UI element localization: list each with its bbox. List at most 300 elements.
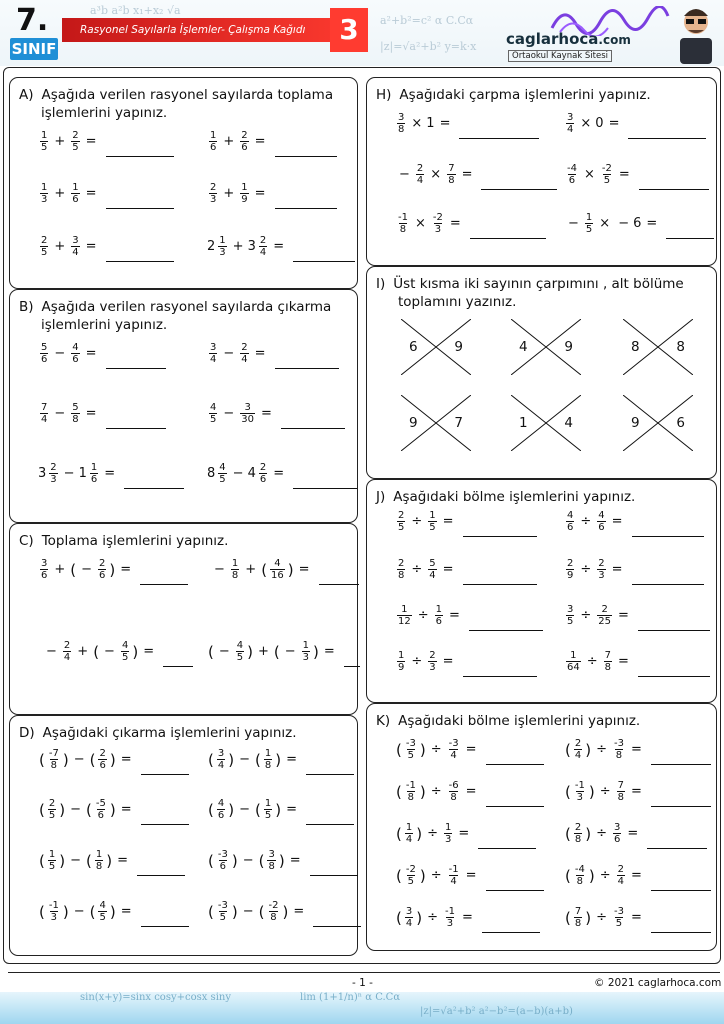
fraction <box>218 462 226 485</box>
fraction <box>597 558 605 581</box>
fraction-denominator: 6 <box>97 810 105 821</box>
operator: × <box>580 116 592 131</box>
fraction-denominator: 3 <box>210 194 217 205</box>
parenthesis: ( <box>396 908 402 927</box>
answer-blank[interactable] <box>275 156 337 157</box>
answer-blank[interactable] <box>486 890 544 891</box>
cross-puzzle <box>401 395 471 451</box>
exercise-item <box>207 235 355 258</box>
parenthesis: ) <box>62 750 69 769</box>
exercise-item <box>395 604 543 627</box>
fraction <box>236 640 244 663</box>
fraction <box>267 849 275 872</box>
answer-blank[interactable] <box>275 208 337 209</box>
fraction-numerator: -4 <box>567 163 577 174</box>
operator: − <box>242 853 254 868</box>
exercise-item <box>564 558 704 581</box>
fraction-denominator: 5 <box>219 912 227 923</box>
operator: − <box>232 466 244 481</box>
answer-blank[interactable] <box>481 189 557 190</box>
operator: = <box>323 644 335 659</box>
operator: = <box>254 346 266 361</box>
answer-blank[interactable] <box>463 676 537 677</box>
answer-blank[interactable] <box>632 584 704 585</box>
answer-blank[interactable] <box>463 536 537 537</box>
answer-blank[interactable] <box>639 189 709 190</box>
fraction-denominator: 3 <box>302 652 310 663</box>
operator: = <box>85 239 97 254</box>
fraction-denominator: 6 <box>99 760 106 771</box>
fraction-denominator: 4 <box>405 834 413 845</box>
answer-blank[interactable] <box>486 806 544 807</box>
answer-blank[interactable] <box>666 238 714 239</box>
fraction-numerator: 2 <box>48 798 56 809</box>
fraction <box>40 558 48 581</box>
parenthesis: ( <box>258 902 265 921</box>
fraction-numerator: 3 <box>567 112 574 123</box>
fraction <box>435 604 443 627</box>
fraction-numerator: 2 <box>241 130 248 141</box>
exercise-item <box>207 342 339 365</box>
operator: = <box>461 167 473 182</box>
answer-blank[interactable] <box>106 156 174 157</box>
fraction-numerator: 5 <box>41 342 48 353</box>
fraction-denominator: 3 <box>41 194 48 205</box>
fraction-denominator: 8 <box>95 861 103 872</box>
answer-blank[interactable] <box>124 488 184 489</box>
fraction-denominator: 3 <box>576 792 584 803</box>
answer-blank[interactable] <box>313 926 361 927</box>
cross-puzzle <box>623 395 693 451</box>
fraction-denominator: 6 <box>614 834 621 845</box>
operator: ÷ <box>430 784 442 799</box>
section-k-title: K) Aşağıdaki bölme işlemlerini yapınız. <box>376 713 641 729</box>
answer-blank[interactable] <box>651 806 711 807</box>
operator: − <box>242 904 254 919</box>
answer-blank[interactable] <box>470 238 546 239</box>
answer-blank[interactable] <box>638 676 710 677</box>
cross-left-number: 6 <box>409 339 418 355</box>
answer-blank[interactable] <box>141 774 189 775</box>
exercise-item <box>395 558 537 581</box>
footer-band <box>0 992 724 1024</box>
fraction-numerator: 3 <box>567 604 574 615</box>
fraction <box>95 849 103 872</box>
fraction <box>566 650 581 673</box>
fraction-denominator: 5 <box>429 522 436 533</box>
fraction-numerator: 2 <box>259 235 267 246</box>
fraction-numerator: 7 <box>448 163 455 174</box>
fraction <box>613 822 621 845</box>
exercise-item <box>564 780 711 803</box>
parenthesis: ( <box>93 642 100 661</box>
answer-blank[interactable] <box>275 368 339 369</box>
operator: = <box>120 904 132 919</box>
cross-puzzle <box>511 319 581 375</box>
operator: − <box>618 216 630 231</box>
answer-blank[interactable] <box>306 774 354 775</box>
parenthesis: ( <box>208 800 214 819</box>
operator: = <box>273 466 285 481</box>
answer-blank[interactable] <box>651 890 711 891</box>
fraction <box>397 112 405 135</box>
fraction-numerator: 4 <box>598 510 605 521</box>
parenthesis: ) <box>419 782 426 801</box>
operator: = <box>646 216 658 231</box>
fraction-numerator: 1 <box>264 748 272 759</box>
operator: − <box>81 562 93 577</box>
operator: ÷ <box>411 562 423 577</box>
parenthesis: ) <box>109 750 116 769</box>
number: 0 <box>595 116 604 131</box>
fraction-numerator: 3 <box>244 402 251 413</box>
operator: = <box>85 134 97 149</box>
fraction <box>617 864 625 887</box>
operator: = <box>611 562 623 577</box>
section-b <box>9 289 358 523</box>
operator: = <box>293 904 305 919</box>
fraction-numerator: -2 <box>405 864 416 875</box>
fraction-denominator: 5 <box>236 652 244 663</box>
cross-left-number: 4 <box>519 339 528 355</box>
fraction-denominator: 5 <box>72 142 79 153</box>
exercise-item <box>207 900 361 923</box>
fraction-denominator: 4 <box>429 570 436 581</box>
parenthesis: ( <box>39 750 45 769</box>
exercise-item <box>564 822 707 845</box>
answer-blank[interactable] <box>106 208 174 209</box>
parenthesis: ( <box>255 750 261 769</box>
answer-blank[interactable] <box>141 926 189 927</box>
parenthesis: ( <box>565 740 571 759</box>
fraction <box>98 900 106 923</box>
fraction-denominator: 4 <box>259 247 267 258</box>
answer-blank[interactable] <box>459 138 539 139</box>
operator: ÷ <box>430 868 442 883</box>
fraction-denominator: 5 <box>615 918 623 929</box>
fraction <box>566 163 578 186</box>
fraction-denominator: 8 <box>399 224 407 235</box>
fraction-denominator: 8 <box>72 414 79 425</box>
parenthesis: ) <box>275 750 282 769</box>
fraction-denominator: 4 <box>241 354 248 365</box>
parenthesis: ( <box>565 908 571 927</box>
fraction-denominator: 6 <box>210 142 217 153</box>
parenthesis: ( <box>396 740 402 759</box>
operator: × <box>599 216 611 231</box>
exercise-item <box>38 462 184 485</box>
fraction-denominator: 8 <box>604 662 612 673</box>
exercise-item <box>564 864 711 887</box>
fraction-numerator: -2 <box>268 900 279 911</box>
fraction-numerator: 4 <box>236 640 244 651</box>
fraction-numerator: 4 <box>274 558 281 569</box>
operator: = <box>298 562 310 577</box>
exercise-item <box>38 342 166 365</box>
parenthesis: ( <box>565 824 571 843</box>
cross-right-number: 9 <box>564 339 573 355</box>
operator: = <box>261 406 272 421</box>
operator: = <box>630 868 642 883</box>
answer-blank[interactable] <box>463 584 537 585</box>
exercise-item <box>38 849 185 872</box>
exercise-item <box>207 462 357 485</box>
fraction-numerator: 2 <box>241 342 248 353</box>
operator: = <box>120 562 132 577</box>
operator: × <box>430 167 442 182</box>
fraction-numerator: 1 <box>585 212 593 223</box>
fraction-numerator: 1 <box>48 849 56 860</box>
fraction <box>397 558 405 581</box>
answer-blank[interactable] <box>137 875 185 876</box>
fraction <box>604 650 612 673</box>
parenthesis: ( <box>39 851 45 870</box>
exercise-item <box>38 748 189 771</box>
answer-blank[interactable] <box>319 584 359 585</box>
operator: + <box>223 186 235 201</box>
operator: − <box>223 406 235 421</box>
section-a-title: A) Aşağıda verilen rasyonel sayılarda toplama işlemlerini yapınız. <box>19 87 334 121</box>
exercise-item <box>38 900 189 923</box>
operator: = <box>442 514 454 529</box>
fraction-denominator: 5 <box>41 247 48 258</box>
parenthesis: ) <box>62 902 69 921</box>
fraction-numerator: 2 <box>567 558 574 569</box>
fraction-denominator: 8 <box>268 861 275 872</box>
fraction-numerator: 1 <box>429 510 436 521</box>
parenthesis: ) <box>275 800 282 819</box>
fraction-numerator: 2 <box>574 822 582 833</box>
operator: = <box>289 853 301 868</box>
operator: = <box>143 644 155 659</box>
answer-blank[interactable] <box>486 764 544 765</box>
parenthesis: ( <box>208 750 214 769</box>
fraction-numerator: -3 <box>405 738 416 749</box>
fraction-numerator: -1 <box>574 780 585 791</box>
exercise-item <box>207 130 337 153</box>
fraction <box>209 130 217 153</box>
answer-blank[interactable] <box>628 138 706 139</box>
operator: + <box>54 186 66 201</box>
answer-blank[interactable] <box>310 875 358 876</box>
fraction-denominator: 6 <box>598 522 605 533</box>
operator: = <box>85 406 97 421</box>
fraction <box>405 906 413 929</box>
number: 1 <box>426 116 435 131</box>
fraction <box>209 182 217 205</box>
fraction <box>574 822 582 845</box>
answer-blank[interactable] <box>469 630 543 631</box>
answer-blank[interactable] <box>106 368 166 369</box>
operator: = <box>465 784 477 799</box>
exercise-item <box>395 738 544 761</box>
fraction-denominator: 3 <box>429 662 436 673</box>
fraction <box>264 798 272 821</box>
operator: = <box>120 802 132 817</box>
fraction-denominator: 6 <box>435 616 443 627</box>
exercise-item <box>207 182 337 205</box>
operator: − <box>223 346 235 361</box>
fraction-numerator: 5 <box>72 402 79 413</box>
operator: + <box>223 134 235 149</box>
fraction-denominator: 12 <box>398 616 411 627</box>
fraction-numerator: 3 <box>41 558 48 569</box>
fraction-denominator: 5 <box>99 912 106 923</box>
fraction-numerator: 2 <box>63 640 71 651</box>
exercise-item <box>564 738 711 761</box>
fraction <box>566 112 574 135</box>
whole-part: 8 <box>207 466 216 481</box>
fraction <box>397 604 412 627</box>
operator: ÷ <box>411 514 423 529</box>
fraction <box>49 462 57 485</box>
fraction <box>267 900 279 923</box>
fraction-numerator: -3 <box>614 738 624 749</box>
fraction-denominator: 6 <box>568 175 576 186</box>
parenthesis: ) <box>585 824 592 843</box>
answer-blank[interactable] <box>647 848 707 849</box>
answer-blank[interactable] <box>482 932 540 933</box>
fraction-denominator: 8 <box>264 760 272 771</box>
fraction <box>217 849 229 872</box>
answer-blank[interactable] <box>281 428 345 429</box>
exercise-item <box>395 212 546 235</box>
fraction <box>71 130 79 153</box>
fraction-denominator: 6 <box>72 194 79 205</box>
fraction-denominator: 9 <box>567 570 574 581</box>
section-a <box>9 77 358 289</box>
fraction-numerator: 3 <box>217 748 225 759</box>
answer-blank[interactable] <box>163 666 193 667</box>
parenthesis: ( <box>565 782 571 801</box>
section-c-title: C) Toplama işlemlerini yapınız. <box>19 533 229 549</box>
fraction-numerator: 3 <box>614 822 621 833</box>
operator: ÷ <box>427 826 438 841</box>
parenthesis: ) <box>313 642 319 661</box>
operator: − <box>399 167 410 182</box>
answer-blank[interactable] <box>638 630 710 631</box>
answer-blank[interactable] <box>344 666 360 667</box>
operator: ÷ <box>599 784 611 799</box>
fraction-denominator: 4 <box>617 876 624 887</box>
fraction <box>448 738 460 761</box>
fraction-denominator: 6 <box>90 474 98 485</box>
parenthesis: ) <box>287 560 294 579</box>
operator: = <box>442 654 454 669</box>
fraction-denominator: 8 <box>270 912 277 923</box>
parenthesis: ) <box>278 851 285 870</box>
answer-blank[interactable] <box>293 488 357 489</box>
parenthesis: ( <box>565 866 571 885</box>
exercise-item <box>207 402 345 425</box>
operator: = <box>449 216 461 231</box>
answer-blank[interactable] <box>106 261 174 262</box>
section-k <box>366 703 717 951</box>
fraction-numerator: 1 <box>570 650 577 661</box>
exercise-item <box>395 112 539 135</box>
fraction <box>264 748 272 771</box>
answer-blank[interactable] <box>651 932 711 933</box>
exercise-item <box>207 798 354 821</box>
answer-blank[interactable] <box>306 824 354 825</box>
fraction-denominator: 5 <box>48 861 56 872</box>
fraction-denominator: 25 <box>598 616 612 627</box>
fraction-numerator: 1 <box>210 130 217 141</box>
fraction-numerator: 1 <box>241 182 248 193</box>
fraction-denominator: 8 <box>617 792 624 803</box>
footer-divider <box>8 972 720 973</box>
exercise-item <box>395 822 536 845</box>
fraction-denominator: 5 <box>567 616 574 627</box>
operator: ÷ <box>427 910 438 925</box>
fraction-numerator: 1 <box>72 182 79 193</box>
fraction-numerator: -1 <box>48 900 59 911</box>
section-d-title: D) Aşağıdaki çıkarma işlemlerini yapınız. <box>19 725 297 741</box>
fraction-denominator: 5 <box>398 522 405 533</box>
exercise-item <box>210 558 359 581</box>
answer-blank[interactable] <box>106 428 166 429</box>
operator: ÷ <box>596 910 607 925</box>
fraction <box>405 780 417 803</box>
fraction-denominator: 8 <box>231 570 239 581</box>
operator: − <box>54 346 66 361</box>
answer-blank[interactable] <box>293 261 355 262</box>
fraction-denominator: 8 <box>398 124 405 135</box>
fraction-denominator: 6 <box>241 142 248 153</box>
fraction <box>48 748 60 771</box>
exercise-item <box>564 650 710 673</box>
parenthesis: ) <box>419 740 426 759</box>
parenthesis: ) <box>416 908 423 927</box>
operator: = <box>465 742 477 757</box>
fraction <box>218 235 226 258</box>
operator: = <box>458 826 470 841</box>
answer-blank[interactable] <box>140 584 188 585</box>
fraction <box>231 558 239 581</box>
answer-blank[interactable] <box>141 824 189 825</box>
fraction-numerator: -6 <box>448 780 459 791</box>
operator: + <box>77 644 89 659</box>
exercise-item <box>38 235 174 258</box>
answer-blank[interactable] <box>478 848 536 849</box>
fraction <box>71 402 79 425</box>
parenthesis: ( <box>208 902 214 921</box>
operator: = <box>442 562 454 577</box>
parenthesis: ) <box>228 800 235 819</box>
fraction-denominator: 5 <box>585 224 593 235</box>
fraction <box>566 558 574 581</box>
brand-logo[interactable]: caglarhoca.com <box>506 30 631 48</box>
exercise-item <box>395 780 544 803</box>
parenthesis: ( <box>89 902 96 921</box>
parenthesis: ( <box>89 750 96 769</box>
cross-left-number: 9 <box>631 415 640 431</box>
exercise-item <box>207 849 358 872</box>
operator: = <box>439 116 451 131</box>
fraction <box>48 900 60 923</box>
fraction <box>448 780 460 803</box>
answer-blank[interactable] <box>651 764 711 765</box>
fraction-numerator: 7 <box>574 906 582 917</box>
footer-background-formula: sin(x+y)=sinx cosy+cosx siny <box>80 992 231 1003</box>
parenthesis: ( <box>396 824 402 843</box>
exercise-item <box>395 510 537 533</box>
fraction-numerator: 2 <box>99 558 106 569</box>
whole-part: 4 <box>247 466 256 481</box>
answer-blank[interactable] <box>632 536 704 537</box>
parenthesis: ) <box>231 851 238 870</box>
whole-part: 3 <box>247 239 256 254</box>
